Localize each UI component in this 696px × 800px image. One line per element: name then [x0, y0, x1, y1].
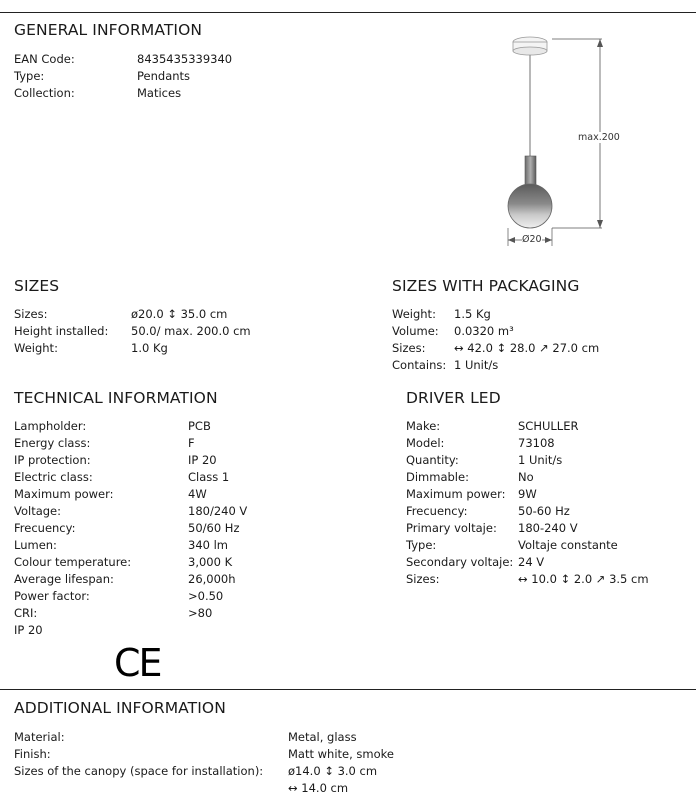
technical-label: Electric class: — [14, 470, 93, 484]
technical-label: Voltage: — [14, 504, 62, 518]
technical-value: 50/60 Hz — [188, 521, 240, 535]
technical-label: Energy class: — [14, 436, 91, 450]
technical-label: Lampholder: — [14, 419, 87, 433]
driver-value: No — [518, 470, 534, 484]
sizes-label-weight: Weight: — [14, 341, 58, 355]
width-dimension-label: Ø20 — [522, 234, 542, 245]
technical-label: IP protection: — [14, 453, 91, 467]
driver-value: 24 V — [518, 555, 545, 569]
sizes-label-height: Height installed: — [14, 324, 109, 338]
technical-value: 4W — [188, 487, 207, 501]
driver-label: Make: — [406, 419, 441, 433]
sizes-value-sizes: ø20.0 ↕ 35.0 cm — [131, 307, 228, 321]
packaging-label-volume: Volume: — [392, 324, 439, 338]
packaging-value-volume: 0.0320 m³ — [454, 324, 514, 338]
driver-value: SCHULLER — [518, 419, 579, 433]
driver-label: Frecuency: — [406, 504, 468, 518]
driver-label: Type: — [406, 538, 437, 552]
technical-title: TECHNICAL INFORMATION — [14, 389, 218, 407]
driver-label: Sizes: — [406, 572, 440, 586]
sizes-label-sizes: Sizes: — [14, 307, 48, 321]
technical-value: >80 — [188, 606, 213, 620]
additional-label-material: Material: — [14, 730, 65, 744]
packaging-value-weight: 1.5 Kg — [454, 307, 491, 321]
additional-value-canopy: ø14.0 ↕ 3.0 cm — [288, 764, 378, 778]
driver-value: 1 Unit/s — [518, 453, 563, 467]
driver-label: Primary voltaje: — [406, 521, 497, 535]
general-value-type: Pendants — [137, 69, 191, 83]
additional-value-finish: Matt white, smoke — [288, 747, 394, 761]
technical-label: Maximum power: — [14, 487, 114, 501]
general-label-type: Type: — [14, 69, 45, 83]
driver-label: Model: — [406, 436, 445, 450]
driver-value: ↔ 10.0 ↕ 2.0 ↗ 3.5 cm — [518, 572, 649, 586]
driver-label: Quantity: — [406, 453, 459, 467]
technical-value: 340 lm — [188, 538, 229, 552]
driver-value: 180-240 V — [518, 521, 578, 535]
additional-label-finish: Finish: — [14, 747, 51, 761]
technical-value: F — [188, 436, 195, 450]
technical-value: >0.50 — [188, 589, 224, 603]
additional-title: ADDITIONAL INFORMATION — [14, 699, 226, 717]
additional-value-material: Metal, glass — [288, 730, 357, 744]
additional-value-canopy-width: ↔ 14.0 cm — [288, 781, 349, 795]
driver-value: 73108 — [518, 436, 555, 450]
driver-label: Secondary voltaje: — [406, 555, 514, 569]
packaging-label-weight: Weight: — [392, 307, 436, 321]
technical-value: IP 20 — [188, 453, 217, 467]
driver-label: Dimmable: — [406, 470, 469, 484]
sizes-value-height: 50.0/ max. 200.0 cm — [131, 324, 251, 338]
general-label-ean: EAN Code: — [14, 52, 75, 66]
general-value-ean: 8435435339340 — [137, 52, 233, 66]
packaging-label-contains: Contains: — [392, 358, 447, 372]
general-title: GENERAL INFORMATION — [14, 21, 203, 39]
packaging-value-sizes: ↔ 42.0 ↕ 28.0 ↗ 27.0 cm — [454, 341, 600, 355]
driver-value: Voltaje constante — [518, 538, 618, 552]
top-rule — [0, 12, 696, 13]
sizes-title: SIZES — [14, 277, 60, 295]
general-value-collection: Matices — [137, 86, 182, 100]
packaging-value-contains: 1 Unit/s — [454, 358, 499, 372]
driver-label: Maximum power: — [406, 487, 506, 501]
technical-label: CRI: — [14, 606, 38, 620]
technical-label: Power factor: — [14, 589, 90, 603]
general-label-collection: Collection: — [14, 86, 75, 100]
driver-value: 50-60 Hz — [518, 504, 570, 518]
technical-value: 180/240 V — [188, 504, 248, 518]
technical-value: 26,000h — [188, 572, 236, 586]
driver-value: 9W — [518, 487, 537, 501]
ip-rating-note: IP 20 — [14, 623, 43, 637]
technical-value: PCB — [188, 419, 211, 433]
additional-label-canopy: Sizes of the canopy (space for installation): — [14, 764, 264, 778]
height-dimension-label: max.200 — [578, 132, 620, 143]
packaging-label-sizes: Sizes: — [392, 341, 426, 355]
technical-label: Frecuency: — [14, 521, 76, 535]
driver-title: DRIVER LED — [406, 389, 501, 407]
technical-label: Lumen: — [14, 538, 57, 552]
ce-mark-logo: CE — [114, 641, 161, 685]
sizes-value-weight: 1.0 Kg — [131, 341, 168, 355]
product-diagram — [490, 28, 630, 253]
technical-value: 3,000 K — [188, 555, 233, 569]
additional-rule — [0, 689, 696, 690]
technical-value: Class 1 — [188, 470, 230, 484]
packaging-title: SIZES WITH PACKAGING — [392, 277, 580, 295]
technical-label: Average lifespan: — [14, 572, 114, 586]
technical-label: Colour temperature: — [14, 555, 132, 569]
